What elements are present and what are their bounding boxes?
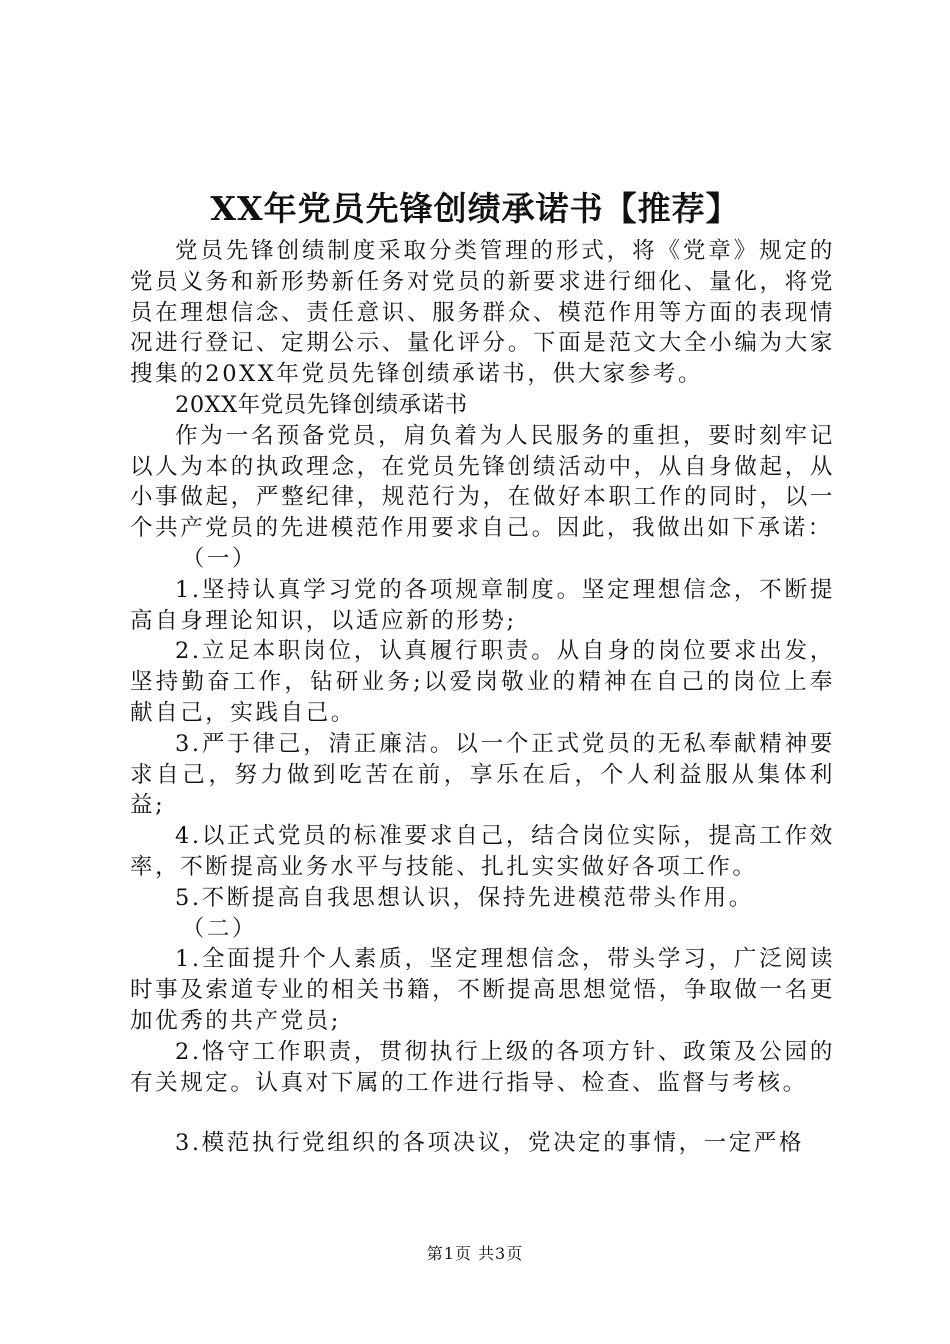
commitment-item: 5.不断提高自我思想认识，保持先进模范带头作用。 xyxy=(175,884,754,911)
section-heading-1: （一） xyxy=(181,545,258,572)
section-heading-2: （二） xyxy=(181,915,258,942)
document-title: XX年党员先锋创绩承诺书【推荐】 xyxy=(210,189,740,228)
commitment-item: 4.以正式党员的标准要求自己，结合岗位实际，提高工作效率，不断提高业务水平与技能、扎扎实实做好各项工作。 xyxy=(130,823,835,880)
commitment-item: 3.严于律己，清正廉洁。以一个正式党员的无私奉献精神要求自己，努力做到吃苦在前，享乐在后，个人利益服从集体利益; xyxy=(130,730,835,819)
commitment-item: 2.恪守工作职责，贯彻执行上级的各项方针、政策及公园的有关规定。认真对下属的工作进行指导、检查、监督与考核。 xyxy=(130,1038,835,1096)
subtitle-line: 20XX年党员先锋创绩承诺书 xyxy=(175,391,468,418)
commitment-item: 3.模范执行党组织的各项决议，党决定的事情，一定严格 xyxy=(175,1130,805,1157)
intro-paragraph: 党员先锋创绩制度采取分类管理的形式，将《党章》规定的党员义务和新形势新任务对党员的新要求进行细化、量化，将党员在理想信念、责任意识、服务群众、模范作用等方面的表现情况进行登记、定期公示、量化评分。下面是范文大全小编为大家搜集的20XX年党员先锋创绩承诺书，供大家参考。 xyxy=(130,238,835,388)
commitment-item: 2.立足本职岗位，认真履行职责。从自身的岗位要求出发，坚持勤奋工作，钻研业务;以爱岗敬业的精神在自己的岗位上奉献自己，实践自己。 xyxy=(130,638,835,726)
commitment-item: 1.坚持认真学习党的各项规章制度。坚定理想信念，不断提高自身理论知识，以适应新的形势; xyxy=(130,576,835,634)
commitment-item: 1.全面提升个人素质，坚定理想信念，带头学习，广泛阅读时事及索道专业的相关书籍，不断提高思想觉悟，争取做一名更加优秀的共产党员; xyxy=(130,946,835,1034)
opening-paragraph: 作为一名预备党员，肩负着为人民服务的重担，要时刻牢记以人为本的执政理念，在党员先锋创绩活动中，从自身做起，从小事做起，严整纪律，规范行为，在做好本职工作的同时，以一个共产党员的先进模范作用要求自己。因此，我做出如下承诺： xyxy=(130,422,835,542)
page-number-footer: 第1页 共3页 xyxy=(426,1244,524,1263)
document-body xyxy=(130,236,835,1159)
